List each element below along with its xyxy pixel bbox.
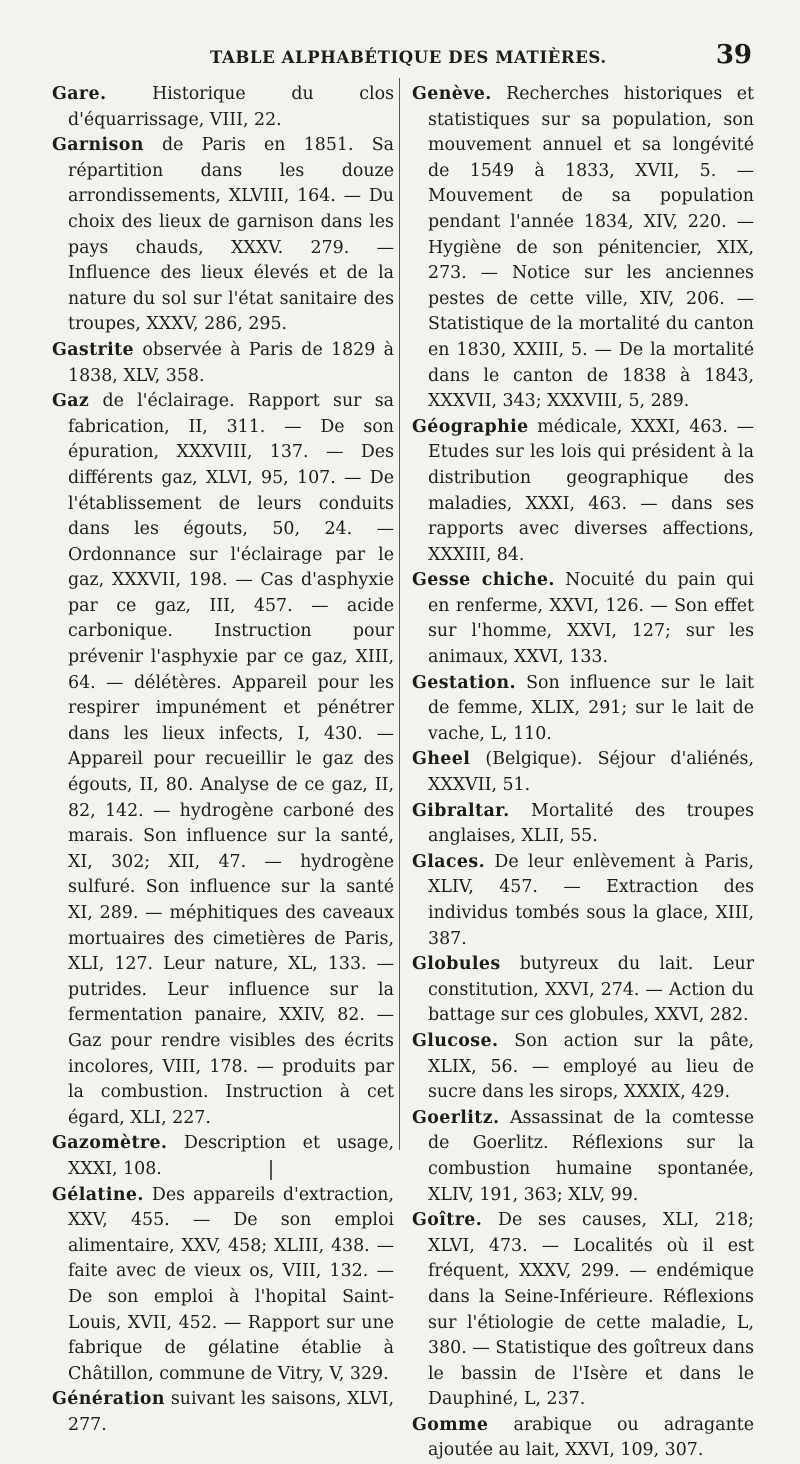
entry-term: Gare.: [52, 84, 107, 104]
entry-text: arabique ou adragante ajoutée au lait, XXVI, 109, 307.: [428, 1414, 754, 1461]
entry-text: de l'éclairage. Rapport sur sa fabrication, II, 311. — De son épuration, XXXVIII, 137. — Des différents gaz, XLVI, 95, 107. — De l'établissement de leurs conduits dans les égouts, 50, 24. — Ordonnance sur l'éclairage par le gaz, XXXVII, 198. — Cas d'asphyxie par ce gaz, III, 457. — acide carbonique. Instruction pour prévenir l'asphyxie par ce gaz, XIII, 64. — délétères. Appareil pour les respirer impunément et pénétrer dans les lieux infects, I, 430. — Appareil pour recueillir le gaz des égouts, II, 80. Analyse de ce gaz, II, 82, 142. — hydrogène carboné des marais. Son influence sur la santé, XI, 302; XII, 47. — hydrogène sulfuré. Son influence sur la santé XI, 289. — méphitiques des caveaux mortuaires des cimetières de Paris, XLI, 127. Leur nature, XL, 133. — putrides. Leur influence sur la fermentation panaire, XXIV, 82. — Gaz pour rendre visibles des écrits incolores, VIII, 178. — produits par la combustion. Instruction à cet égard, XLI, 227.: [68, 391, 394, 1128]
entry-text: De leur enlèvement à Paris, XLIV, 457. — Extraction des individus tombés sous la glace, XIII, 387.: [428, 851, 754, 949]
entry-term: Gomme: [412, 1414, 489, 1435]
entry-text: Nocuité du pain qui en renferme, XXVI, 126. — Son effet sur l'homme, XXVI, 127; sur les animaux, XXVI, 133.: [428, 570, 754, 668]
entry-term: Gélatine.: [52, 1184, 144, 1205]
index-entry: [52, 1387, 394, 1438]
entry-term: Gheel: [412, 749, 471, 770]
entry-text: Historique du clos d'équarrissage, VIII, 22.: [68, 84, 394, 130]
index-entry: [412, 671, 754, 748]
index-entry: [412, 1413, 754, 1464]
entry-term: Garnison: [52, 135, 144, 156]
entry-text: (Belgique). Séjour d'aliénés, XXXVII, 51.: [428, 749, 755, 796]
entry-text: Des appareils d'extraction, XXV, 455. — De son emploi alimentaire, XXV, 458; XLIII, 438. — faite avec de vieux os, VIII, 132. — De son emploi à l'hopital Saint-Louis, XVII, 452. — Rapport sur une fabrique de gélatine établie à Châtillon, commune de Vitry, V, 329.: [68, 1184, 394, 1384]
index-entry: [412, 415, 754, 569]
entry-term: Glucose.: [412, 1030, 499, 1051]
entry-text: Assassinat de la comtesse de Goerlitz. Réflexions sur la combustion humaine spontanée, XLIV, 191, 363; XLV, 99.: [428, 1107, 754, 1205]
entry-term: Globules: [412, 954, 501, 975]
entry-term: Gibraltar.: [412, 800, 510, 821]
entry-term: Gastrite: [52, 339, 135, 360]
index-entry: [52, 389, 394, 1131]
index-entry: [412, 1106, 754, 1208]
index-entry: [52, 1131, 394, 1182]
page-header: [60, 40, 760, 84]
index-entry: [412, 799, 754, 850]
entry-term: Géographie: [412, 416, 529, 437]
entry-text: Recherches historiques et statistiques sur sa population, son mouvement annuel et sa longévité de 1549 à 1833, XVII, 5. — Mouvement de sa population pendant l'année 1834, XIV, 220. — Hygiène de son pénitencier, XIX, 273. — Notice sur les anciennes pestes de cette ville, XIV, 206. — Statistique de la mortalité du canton en 1830, XXIII, 5. — De la mortalité dans le canton de 1838 à 1843, XXXVII, 343; XXXVIII, 5, 289.: [428, 84, 754, 412]
index-entry: [412, 1208, 754, 1413]
running-title: TABLE ALPHABÉTIQUE DES MATIÈRES.: [210, 48, 607, 67]
entry-text: suivant les saisons, XLVI, 277.: [68, 1389, 395, 1435]
index-entry: [52, 133, 394, 338]
index-entry: [412, 952, 754, 1029]
entry-term: Gestation.: [412, 672, 516, 693]
left-column: [52, 82, 394, 1438]
index-entry: [52, 1183, 394, 1388]
entry-text: Son action sur la pâte, XLIX, 56. — employé au lieu de sucre dans les sirops, XXXIX, 429.: [428, 1030, 755, 1103]
index-entry: [412, 82, 754, 415]
entry-text: Mortalité des troupes anglaises, XLII, 55.: [428, 800, 754, 847]
entry-text: De ses causes, XLI, 218; XLVI, 473. — Localités où il est fréquent, XXXV, 299. — endémique dans la Seine-Inférieure. Réflexions sur l'étiologie de cette maladie, L, 380. — Statistique des goîtreux dans le bassin de l'Isère et dans le Dauphiné, L, 237.: [428, 1210, 754, 1410]
entry-text: Son influence sur le lait de femme, XLIX, 291; sur le lait de vache, L, 110.: [428, 672, 754, 744]
entry-term: Goître.: [412, 1210, 483, 1231]
index-entry: [52, 82, 394, 133]
page-number: 39: [715, 40, 752, 70]
entry-term: Génération: [52, 1389, 165, 1410]
entry-term: Gesse chiche.: [412, 570, 555, 591]
index-entry: [412, 568, 754, 670]
bottom-print-mark: [270, 1160, 272, 1180]
entry-term: Goerlitz.: [412, 1107, 500, 1128]
index-entry: [412, 850, 754, 952]
entry-term: Genève.: [412, 84, 492, 104]
entry-text: de Paris en 1851. Sa répartition dans les douze arrondissements, XLVIII, 164. — Du choix des lieux de garnison dans les pays chauds, XXXV. 279. — Influence des lieux élevés et de la nature du sol sur l'état sanitaire des troupes, XXXV, 286, 295.: [68, 135, 394, 335]
entry-text: Description et usage, XXXI, 108.: [68, 1133, 394, 1179]
right-column: [412, 82, 754, 1464]
entry-term: Glaces.: [412, 851, 486, 872]
column-divider: [399, 78, 400, 1150]
index-entry: [412, 747, 754, 798]
entry-term: Gazomètre.: [52, 1133, 168, 1154]
entry-text: butyreux du lait. Leur constitution, XXVI, 274. — Action du battage sur ces globules, XXVI, 282.: [428, 954, 755, 1026]
index-entry: [412, 1029, 754, 1106]
entry-term: Gaz: [52, 391, 90, 412]
index-entry: [52, 338, 394, 389]
entry-text: observée à Paris de 1829 à 1838, XLV, 358.: [68, 339, 395, 386]
entry-text: médicale, XXXI, 463. — Etudes sur les lois qui président à la distribution geographique des maladies, XXXI, 463. — dans ses rapports avec diverses affections, XXXIII, 84.: [428, 416, 755, 565]
